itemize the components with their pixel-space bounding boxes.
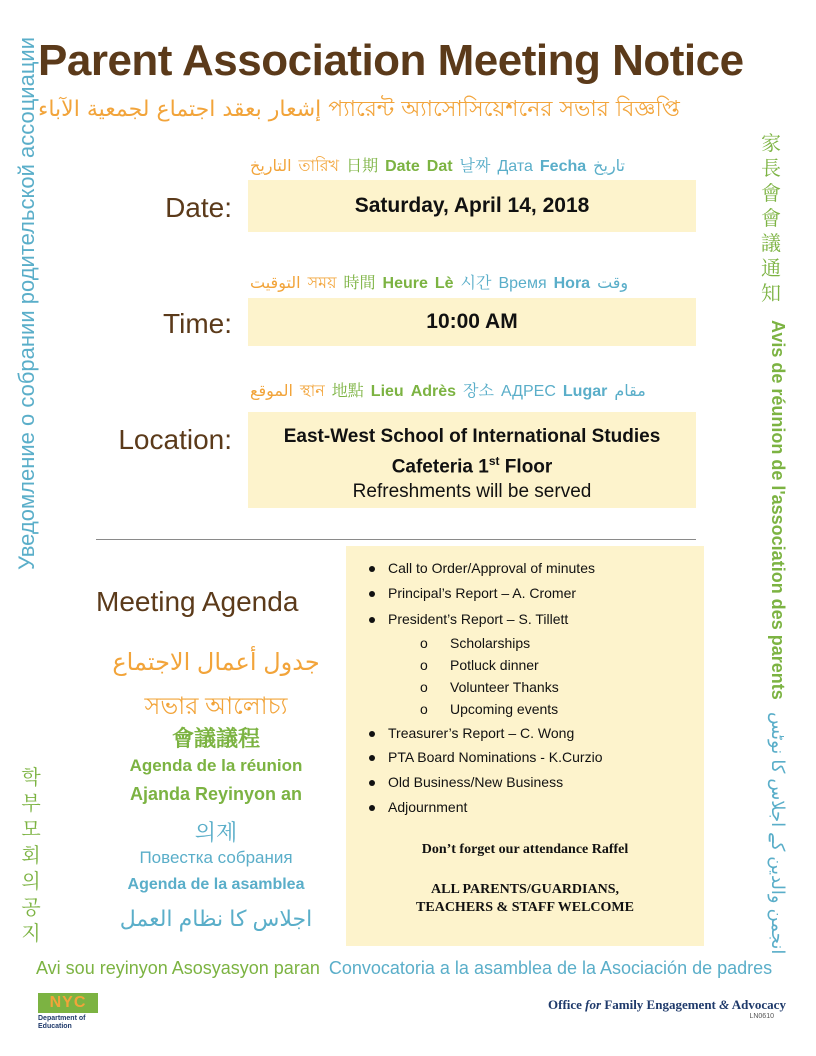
location-room — [248, 449, 696, 479]
chinese-vertical-title — [757, 132, 785, 307]
agenda-item — [369, 725, 574, 741]
agenda-subitem-text: Scholarships — [450, 635, 531, 651]
time-box — [248, 298, 696, 346]
logo-caption-1: Department of — [38, 1015, 86, 1022]
translation-word: تاريخ — [593, 158, 625, 175]
french-vertical-title-wrap — [752, 320, 788, 700]
bullet-icon — [369, 566, 375, 572]
location-room-sup: st — [488, 454, 500, 468]
agenda-box — [346, 546, 704, 946]
agenda-item — [369, 799, 467, 815]
agenda-item-text: Treasurer’s Report – C. Wong — [388, 725, 575, 741]
nyc-logo-mark: NYC — [38, 993, 98, 1013]
office-text: Advocacy — [729, 997, 786, 1012]
agenda-title: Meeting Agenda — [96, 586, 299, 617]
translation-word: АДРЕС — [500, 383, 556, 400]
korean-vertical-title — [18, 765, 44, 947]
agenda-subitem — [420, 657, 539, 673]
agenda-item — [369, 585, 576, 601]
translation-word: مقام — [614, 383, 646, 400]
chinese-char: 議 — [761, 233, 781, 255]
office-text: Family Engagement — [601, 997, 720, 1012]
document-code: LN0610 — [749, 1013, 774, 1020]
korean-char: 의 — [21, 871, 41, 893]
translation-word: وقت — [597, 275, 629, 292]
korean-char: 학 — [21, 767, 41, 789]
translation-word: 地點 — [331, 383, 364, 400]
korean-char: 공 — [21, 897, 41, 919]
bullet-icon — [369, 617, 375, 623]
bullet-icon — [369, 731, 375, 737]
agenda-item — [369, 774, 563, 790]
agenda-translation: اجلاس کا نظام العمل — [119, 906, 313, 931]
translation-word: Date — [385, 158, 420, 175]
agenda-translation: Agenda de la asamblea — [127, 876, 305, 893]
translation-word: Lè — [434, 275, 454, 292]
translation-word: Heure — [382, 275, 428, 292]
french-vertical-title: Avis de réunion de l'association des parents — [768, 320, 788, 700]
subitem-marker: o — [420, 635, 428, 651]
korean-char: 모 — [21, 819, 41, 841]
translation-word: Hora — [553, 275, 591, 292]
chinese-char: 長 — [761, 158, 781, 180]
translation-word: তারিখ — [298, 158, 340, 175]
translation-word: التوقيت — [250, 275, 301, 292]
location-room-end: Floor — [499, 456, 553, 478]
bullet-icon — [369, 591, 375, 597]
chinese-char: 會 — [761, 208, 781, 230]
agenda-item-text: PTA Board Nominations - K.Curzio — [388, 749, 603, 765]
bullet-icon — [369, 805, 375, 811]
agenda-translation: সভার আলোচ্য — [144, 693, 288, 720]
agenda-translation: 의제 — [194, 820, 238, 845]
translation-word: 시간 — [460, 275, 492, 292]
translation-word: সময় — [307, 275, 337, 292]
korean-char: 부 — [21, 793, 41, 815]
creole-title: Avi sou reyinyon Asosyasyon paran — [36, 958, 320, 978]
agenda-subitem-text: Potluck dinner — [450, 657, 539, 673]
agenda-item-text: President’s Report – S. Tillett — [388, 611, 569, 627]
location-label: Location: — [118, 424, 232, 455]
urdu-vertical-title-wrap — [752, 712, 788, 955]
office-name — [548, 997, 786, 1013]
date-translations — [250, 153, 632, 180]
korean-char: 지 — [21, 923, 41, 945]
time-translations — [250, 270, 635, 297]
subitem-marker: o — [420, 679, 428, 695]
agenda-item — [369, 749, 603, 765]
multilingual-title: إشعار بعقد اجتماع لجمعية الآباء প্যারেন্ট অ্যাসোসিয়েশনের সভার বিজ্ঞপ্তি — [38, 97, 680, 122]
urdu-vertical-title: انجمن والدین کے اجلاس کا نوٹس — [768, 712, 788, 955]
translation-word: الموقع — [250, 383, 293, 400]
welcome-line-1: ALL PARENTS/GUARDIANS, — [431, 882, 619, 897]
subitem-marker: o — [420, 657, 428, 673]
agenda-subitem — [420, 701, 558, 717]
location-box — [248, 412, 696, 508]
agenda-translation: Ajanda Reyinyon an — [129, 784, 303, 804]
left-vertical-titles — [14, 36, 48, 950]
bottom-translations — [36, 958, 772, 979]
location-room-text: Cafeteria 1 — [391, 456, 489, 478]
logo-caption-2: Education — [38, 1023, 72, 1030]
translation-word: Dat — [426, 158, 453, 175]
agenda-item — [369, 560, 595, 576]
translation-word: Lieu — [370, 383, 404, 400]
time-value: 10:00 AM — [426, 310, 518, 333]
subitem-marker: o — [420, 701, 428, 717]
translation-word: Adrès — [410, 383, 457, 400]
divider — [96, 539, 696, 540]
bullet-icon — [369, 780, 375, 786]
agenda-subitem — [420, 679, 559, 695]
spanish-title: Convocatoria a la asamblea de la Asociación de padres — [328, 958, 773, 978]
office-text: Office — [548, 997, 586, 1012]
korean-char: 회 — [21, 845, 41, 867]
bullet-icon — [369, 755, 375, 761]
agenda-item-text: Principal’s Report – A. Cromer — [388, 585, 577, 601]
date-value: Saturday, April 14, 2018 — [354, 194, 590, 217]
translation-word: 時間 — [343, 275, 376, 292]
agenda-subitem — [420, 635, 530, 651]
location-translations — [250, 378, 653, 405]
nyc-doe-logo — [38, 993, 98, 1033]
translation-word: Fecha — [539, 158, 587, 175]
agenda-item-text: Old Business/New Business — [388, 774, 564, 790]
translation-word: 장소 — [463, 383, 494, 400]
office-text: for — [585, 997, 602, 1012]
agenda-subitem-text: Upcoming events — [450, 701, 559, 717]
location-school: East-West School of International Studies — [283, 426, 661, 447]
translation-word: Дата — [497, 158, 533, 175]
raffle-note: Don’t forget our attendance Raffel — [421, 842, 629, 857]
location-refreshments: Refreshments will be served — [352, 481, 592, 503]
agenda-subitem-text: Volunteer Thanks — [450, 679, 559, 695]
agenda-translation: جدول أعمال الاجتماع — [112, 649, 320, 676]
translation-word: Время — [498, 275, 547, 292]
translation-word: 날짜 — [459, 158, 491, 175]
office-text: & — [719, 997, 730, 1012]
chinese-char: 會 — [761, 183, 781, 205]
chinese-char: 知 — [761, 283, 781, 305]
translation-word: التاريخ — [250, 158, 292, 175]
agenda-item-text: Adjournment — [388, 799, 468, 815]
time-label: Time: — [163, 308, 232, 339]
agenda-translation: Повестка собрания — [139, 848, 293, 867]
agenda-item — [369, 611, 568, 627]
date-box — [248, 180, 696, 232]
chinese-char: 家 — [761, 133, 781, 155]
date-label: Date: — [165, 192, 232, 223]
agenda-item-text: Call to Order/Approval of minutes — [388, 560, 595, 576]
page-title: Parent Association Meeting Notice — [38, 36, 744, 85]
chinese-char: 通 — [761, 258, 781, 280]
translation-word: স্থান — [300, 383, 325, 400]
translation-word: Lugar — [562, 383, 608, 400]
agenda-translation: 會議議程 — [171, 726, 260, 751]
agenda-translation: Agenda de la réunion — [129, 756, 303, 775]
welcome-line-2: TEACHERS & STAFF WELCOME — [416, 900, 634, 915]
translation-word: 日期 — [346, 158, 379, 175]
russian-vertical-title: Уведомление о собрании родительской ассоциации — [14, 36, 39, 570]
